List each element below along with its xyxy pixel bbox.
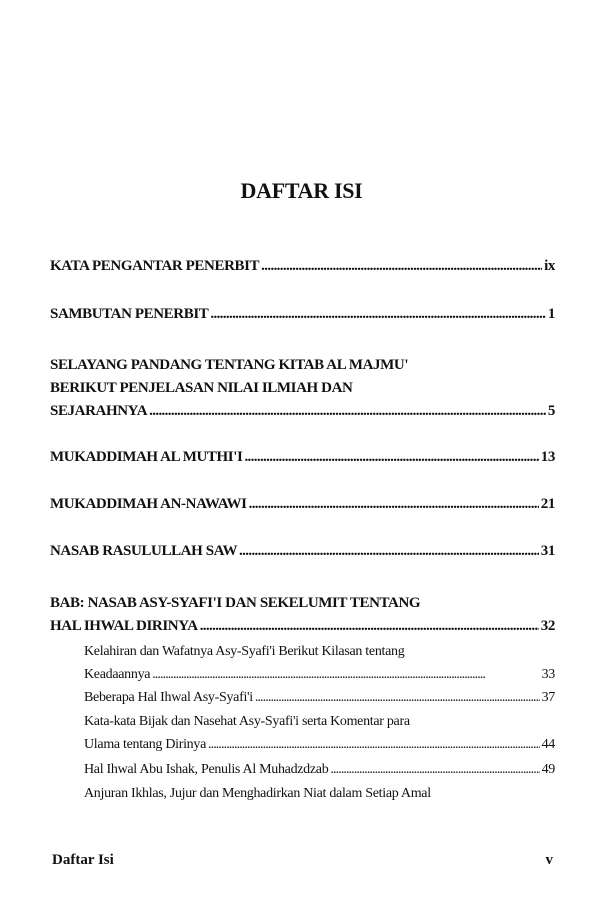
- leader-dots: [200, 615, 539, 638]
- toc-entry[interactable]: [50, 496, 555, 513]
- toc-entry[interactable]: [50, 354, 555, 423]
- toc-entry[interactable]: [50, 306, 555, 323]
- toc-entry[interactable]: [50, 592, 555, 638]
- toc-entry-title: SAMBUTAN PENERBIT: [50, 306, 209, 322]
- toc-subentry-title-line: Kata-kata Bijak dan Nasehat Asy-Syafi'i serta Komentar para: [84, 714, 410, 729]
- toc-page-number: 21: [540, 496, 555, 512]
- toc-entry[interactable]: [50, 449, 555, 466]
- leader-dots: [149, 400, 546, 423]
- toc-page-number: 32: [540, 618, 555, 634]
- toc-entry-title: NASAB RASULULLAH SAW: [50, 543, 238, 559]
- toc-entry-title: MUKADDIMAH AN-NAWAWI: [50, 496, 247, 512]
- toc-entry[interactable]: [50, 543, 555, 560]
- toc-subentry[interactable]: [84, 686, 555, 709]
- leader-dots: [244, 449, 538, 466]
- toc-subentry-title-line: Ulama tentang Dirinya: [84, 737, 206, 752]
- toc-entry[interactable]: [50, 258, 555, 275]
- toc-entry-title: MUKADDIMAH AL MUTHI'I: [50, 449, 243, 465]
- toc-subentry[interactable]: [84, 710, 555, 756]
- toc-entry-title-line: HAL IHWAL DIRINYA: [50, 618, 198, 634]
- toc-page-number: 1: [547, 306, 555, 322]
- footer-page-number: v: [545, 852, 553, 868]
- page-title: DAFTAR ISI: [240, 178, 363, 203]
- toc-page-number: 44: [541, 737, 555, 752]
- toc-page-number: ix: [544, 258, 555, 274]
- toc-entry-title-line: BERIKUT PENJELASAN NILAI ILMIAH DAN: [50, 380, 353, 396]
- toc-page-number: 31: [540, 543, 555, 559]
- toc-subentry-title-line: Kelahiran dan Wafatnya Asy-Syafi'i Berikut Kilasan tentang: [84, 644, 405, 659]
- toc-subentry-title: Anjuran Ikhlas, Jujur dan Menghadirkan Niat dalam Setiap Amal: [84, 786, 431, 801]
- toc-page-number: 33: [541, 667, 555, 682]
- toc-subentry-title: Beberapa Hal Ihwal Asy-Syafi'i: [84, 690, 253, 705]
- toc-page-number: 37: [541, 690, 555, 705]
- leader-dots: [152, 663, 539, 686]
- toc-page-number: 5: [547, 403, 555, 419]
- leader-dots: [239, 543, 539, 560]
- toc-page-number: 49: [541, 762, 555, 777]
- leader-dots: [249, 496, 539, 513]
- leader-dots: [255, 686, 540, 709]
- toc-entry-title-line: BAB: NASAB ASY-SYAFI'I DAN SEKELUMIT TENTANG: [50, 595, 421, 611]
- toc-subentry[interactable]: [84, 758, 555, 781]
- running-footer-title: Daftar Isi: [52, 852, 114, 868]
- toc-subentry[interactable]: [84, 782, 555, 805]
- toc-page-number: 13: [540, 449, 555, 465]
- toc-entry-title-line: SEJARAHNYA: [50, 403, 148, 419]
- toc-subentry[interactable]: [84, 640, 555, 686]
- leader-dots: [261, 258, 542, 275]
- toc-subentry-title: Hal Ihwal Abu Ishak, Penulis Al Muhadzdzab: [84, 762, 329, 777]
- leader-dots: [210, 306, 546, 323]
- toc-entry-title: KATA PENGANTAR PENERBIT: [50, 258, 260, 274]
- leader-dots: [208, 733, 540, 756]
- toc-subentry-title-line: Keadaannya: [84, 667, 151, 682]
- toc-entry-title-line: SELAYANG PANDANG TENTANG KITAB AL MAJMU': [50, 357, 409, 373]
- leader-dots: [330, 758, 539, 781]
